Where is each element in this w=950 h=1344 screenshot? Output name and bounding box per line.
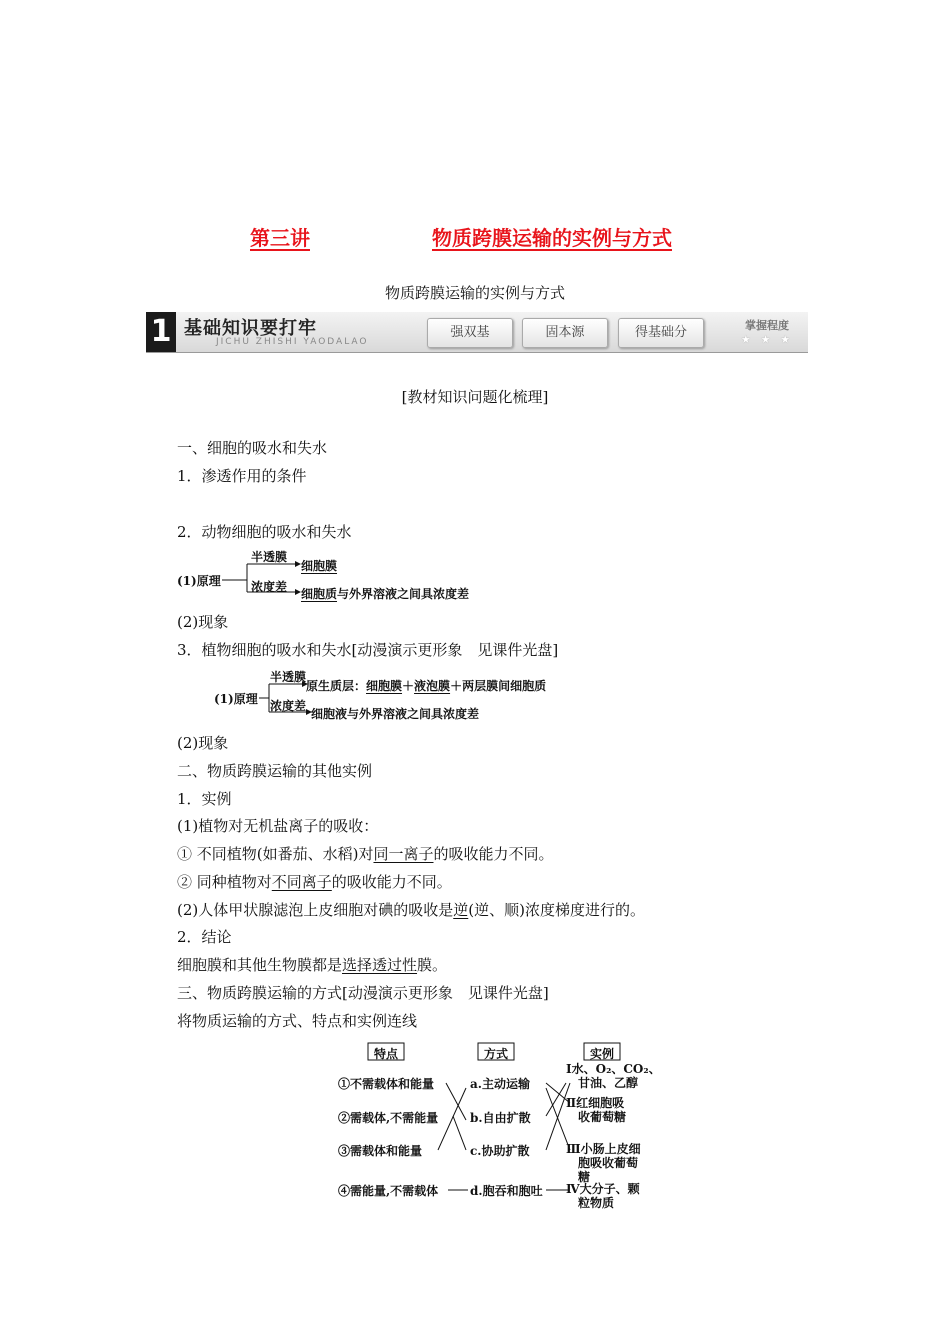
example-item: Ⅳ大分子、颗 粒物质 <box>566 1182 640 1210</box>
answer-blank: 同一离子 <box>373 845 434 863</box>
feature-item: ④需能量,不需载体 <box>338 1184 439 1198</box>
heading-two: 二、物质跨膜运输的其他实例 <box>177 762 373 780</box>
lecture-number: 第三讲 <box>250 226 310 250</box>
cell-sap-answer: 细胞液与外界溶液之间具浓度差 <box>311 707 480 721</box>
item-plant-cell: 3．植物细胞的吸水和失水[动漫演示更形象 见课件光盘] <box>177 641 559 659</box>
banner-number: 1 <box>146 312 176 352</box>
gradient-label: 浓度差 <box>251 580 288 594</box>
gradient-label: 浓度差 <box>270 699 307 713</box>
item-conclusion: 2．结论 <box>177 928 232 946</box>
phenomenon-2: (2)现象 <box>177 734 229 752</box>
sub-item-iodine: (2)人体甲状腺滤泡上皮细胞对碘的吸收是逆(逆、顺)浓度梯度进行的。 <box>177 901 645 919</box>
feature-item: ②需载体,不需能量 <box>338 1111 439 1125</box>
method-item: b.自由扩散 <box>470 1111 531 1125</box>
heading-three: 三、物质跨膜运输的方式[动漫演示更形象 见课件光盘] <box>177 984 549 1002</box>
header-feature: 特点 <box>374 1047 399 1061</box>
example-item: Ⅱ红细胞吸 收葡萄糖 <box>566 1096 627 1124</box>
mastery-grade <box>728 317 806 349</box>
diagram-label: (1)原理 <box>177 574 221 588</box>
semipermeable-label: 半透膜 <box>251 550 288 564</box>
phenomenon-1: (2)现象 <box>177 613 229 631</box>
semipermeable-label: 半透膜 <box>270 670 307 684</box>
method-item: a.主动运输 <box>470 1077 530 1091</box>
matching-instruction: 将物质运输的方式、特点和实例连线 <box>177 1012 418 1030</box>
answer-blank: 逆 <box>453 901 469 919</box>
answer-blank: 选择透过性 <box>342 956 418 974</box>
sub-item-1: ① 不同植物(如番茄、水稻)对同一离子的吸收能力不同。 <box>177 845 554 863</box>
feature-item: ①不需载体和能量 <box>338 1077 435 1091</box>
matching-diagram <box>336 1040 666 1212</box>
button-qiang-shuang-ji[interactable]: 强双基 <box>427 318 513 348</box>
item-ion-absorption: (1)植物对无机盐离子的吸收： <box>177 817 379 835</box>
button-de-ji-chu-fen[interactable]: 得基础分 <box>618 318 704 348</box>
heading-one: 一、细胞的吸水和失水 <box>177 439 328 457</box>
item-osmosis: 1．渗透作用的条件 <box>177 467 307 485</box>
feature-item: ③需载体和能量 <box>338 1144 423 1158</box>
example-item: Ⅰ水、O₂、CO₂、 甘油、乙醇 <box>566 1062 661 1090</box>
page-title: 物质跨膜运输的实例与方式 <box>432 226 672 250</box>
method-item: c.协助扩散 <box>470 1144 530 1158</box>
banner-title: 基础知识要打牢 <box>184 318 317 339</box>
item-examples: 1．实例 <box>177 790 232 808</box>
banner-pinyin: JICHU ZHISHI YAODALAO <box>216 337 369 347</box>
page-subtitle: 物质跨膜运输的实例与方式 <box>384 284 565 302</box>
conclusion-text: 细胞膜和其他生物膜都是选择透过性膜。 <box>177 956 448 974</box>
diagram-plant-principle <box>214 668 574 726</box>
protoplast-layer-answer: 原生质层：细胞膜＋液泡膜＋两层膜间细胞质 <box>306 679 547 693</box>
cytoplasm-answer: 细胞质与外界溶液之间具浓度差 <box>301 587 470 601</box>
answer-blank: 不同离子 <box>271 873 332 891</box>
button-gu-ben-yuan[interactable]: 固本源 <box>522 318 608 348</box>
method-item: d.胞吞和胞吐 <box>470 1184 543 1198</box>
diagram-label: (1)原理 <box>214 692 258 706</box>
section-heading: [教材知识问题化梳理] <box>401 388 549 406</box>
sub-item-2: ② 同种植物对不同离子的吸收能力不同。 <box>177 873 452 891</box>
grade-label: 掌握程度 <box>745 319 789 332</box>
header-example: 实例 <box>590 1047 615 1061</box>
star-icon: ★ ★ ★ <box>740 333 794 346</box>
example-item: Ⅲ小肠上皮细 胞吸收葡萄 糖 <box>566 1142 641 1184</box>
section-banner <box>146 312 808 353</box>
diagram-animal-principle <box>177 548 507 606</box>
cell-membrane-answer: 细胞膜 <box>301 559 338 573</box>
item-animal-cell: 2．动物细胞的吸水和失水 <box>177 523 352 541</box>
header-method: 方式 <box>484 1047 509 1061</box>
